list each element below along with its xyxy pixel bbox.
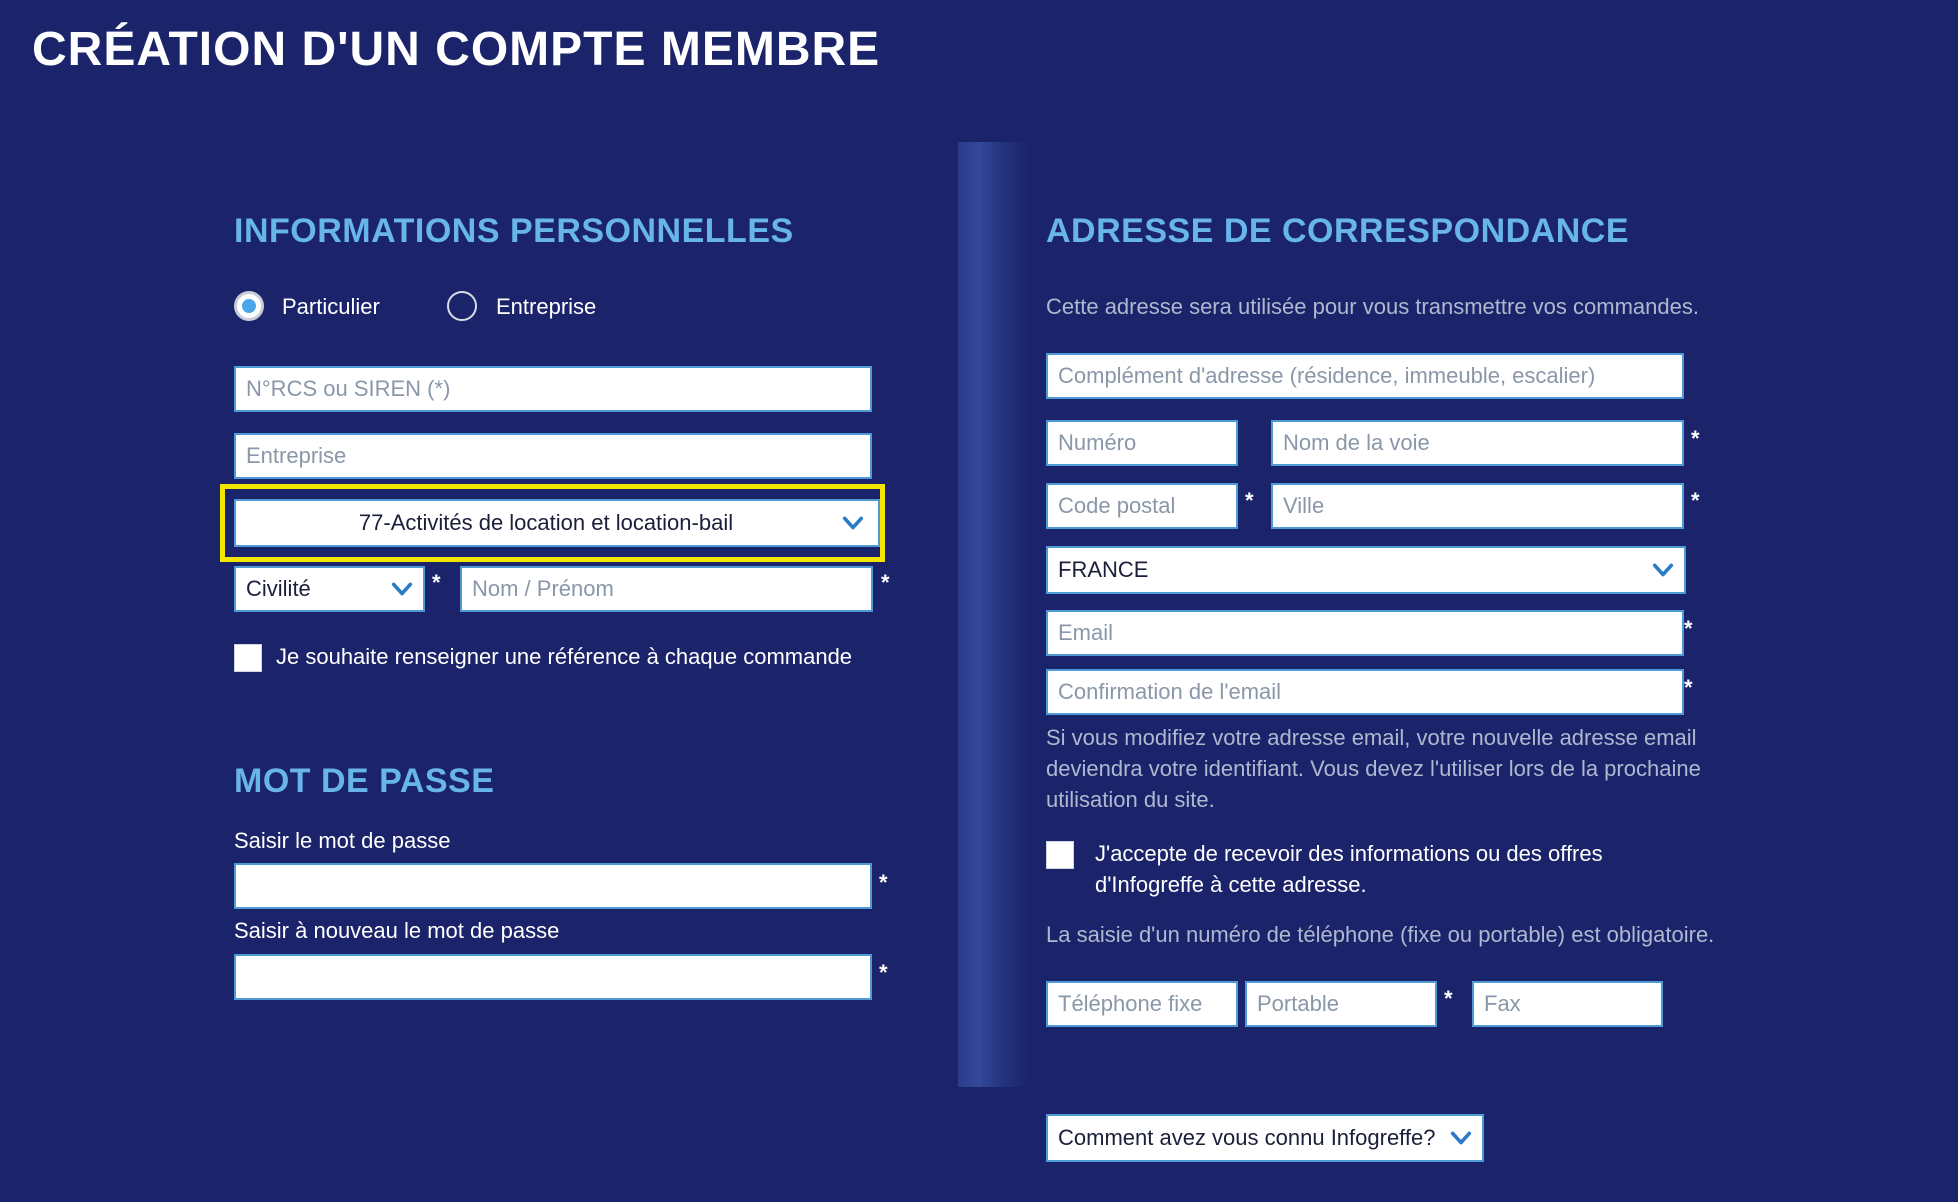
- postal-code-input[interactable]: [1046, 483, 1238, 529]
- address-complement-placeholder: Complément d'adresse (résidence, immeuble, escalier): [1058, 363, 1596, 388]
- radio-entreprise-label[interactable]: Entreprise: [496, 294, 597, 319]
- required-mark: *: [1691, 488, 1700, 513]
- activity-select[interactable]: [234, 499, 880, 547]
- email-input[interactable]: [1046, 610, 1684, 656]
- password-title: MOT DE PASSE: [234, 762, 495, 800]
- required-mark: *: [881, 570, 890, 595]
- activity-value: 77-Activités de location et location-bail: [358, 510, 734, 535]
- name-input[interactable]: [460, 566, 873, 612]
- name-placeholder: Nom / Prénom: [472, 576, 614, 601]
- phone-input[interactable]: [1046, 981, 1238, 1027]
- page-title: CRÉATION D'UN COMPTE MEMBRE: [32, 23, 881, 76]
- offers-checkbox[interactable]: [1046, 841, 1074, 869]
- fax-input[interactable]: [1472, 981, 1663, 1027]
- mobile-placeholder: Portable: [1257, 991, 1339, 1016]
- country-value: FRANCE: [1058, 557, 1149, 582]
- phone-note: La saisie d'un numéro de téléphone (fixe ou portable) est obligatoire.: [1046, 922, 1715, 947]
- required-mark: *: [1245, 488, 1254, 513]
- city-input[interactable]: [1271, 483, 1684, 529]
- required-mark: *: [1691, 426, 1700, 451]
- mobile-input[interactable]: [1245, 981, 1437, 1027]
- email-placeholder: Email: [1058, 620, 1114, 645]
- rcs-input[interactable]: [234, 366, 872, 412]
- radio-particulier-label[interactable]: Particulier: [282, 294, 380, 319]
- phone-placeholder: Téléphone fixe: [1058, 991, 1203, 1016]
- radio-entreprise[interactable]: [447, 291, 477, 321]
- required-mark: *: [879, 960, 888, 985]
- street-number-input[interactable]: [1046, 420, 1238, 466]
- chevron-down-icon: [1450, 1127, 1472, 1149]
- fax-placeholder: Fax: [1484, 991, 1521, 1016]
- civility-value: Civilité: [246, 576, 311, 601]
- country-select[interactable]: [1046, 546, 1686, 594]
- password-confirm-label: Saisir à nouveau le mot de passe: [234, 918, 560, 943]
- street-name-placeholder: Nom de la voie: [1283, 430, 1430, 455]
- required-mark: *: [879, 870, 888, 895]
- email-confirm-placeholder: Confirmation de l'email: [1058, 679, 1282, 704]
- reference-checkbox[interactable]: [234, 644, 262, 672]
- required-mark: *: [1684, 675, 1693, 700]
- column-divider: [958, 142, 1028, 1087]
- reference-checkbox-label[interactable]: Je souhaite renseigner une référence à chaque commande: [276, 644, 853, 669]
- chevron-down-icon: [391, 578, 413, 600]
- civility-select[interactable]: [234, 566, 425, 612]
- personal-info-title: INFORMATIONS PERSONNELLES: [234, 212, 794, 250]
- required-mark: *: [432, 570, 441, 595]
- street-number-placeholder: Numéro: [1058, 430, 1137, 455]
- password-label: Saisir le mot de passe: [234, 828, 451, 853]
- rcs-placeholder: N°RCS ou SIREN (*): [246, 376, 451, 401]
- offers-checkbox-label[interactable]: [1095, 838, 1603, 900]
- chevron-down-icon: [842, 512, 864, 534]
- chevron-down-icon: [1652, 559, 1674, 581]
- email-confirm-input[interactable]: [1046, 669, 1684, 715]
- source-value: Comment avez vous connu Infogreffe?: [1058, 1125, 1436, 1150]
- offers-checkbox-line2: d'Infogreffe à cette adresse.: [1095, 872, 1367, 897]
- street-name-input[interactable]: [1271, 420, 1684, 466]
- password-input[interactable]: [234, 863, 872, 909]
- company-placeholder: Entreprise: [246, 443, 347, 468]
- required-mark: *: [1444, 986, 1453, 1011]
- address-title: ADRESSE DE CORRESPONDANCE: [1046, 212, 1630, 250]
- radio-particulier[interactable]: [234, 291, 264, 321]
- company-input[interactable]: [234, 433, 872, 479]
- postal-code-placeholder: Code postal: [1058, 493, 1176, 518]
- source-select[interactable]: [1046, 1114, 1484, 1162]
- address-subtitle: Cette adresse sera utilisée pour vous transmettre vos commandes.: [1046, 294, 1699, 319]
- city-placeholder: Ville: [1283, 493, 1325, 518]
- address-complement-input[interactable]: [1046, 353, 1684, 399]
- required-mark: *: [1684, 616, 1693, 641]
- password-confirm-input[interactable]: [234, 954, 872, 1000]
- email-note: Si vous modifiez votre adresse email, votre nouvelle adresse email deviendra votre identifiant. Vous devez l'utiliser lors de la prochaine utilisation du site.: [1046, 725, 1701, 812]
- offers-checkbox-line1: J'accepte de recevoir des informations ou des offres: [1095, 841, 1603, 866]
